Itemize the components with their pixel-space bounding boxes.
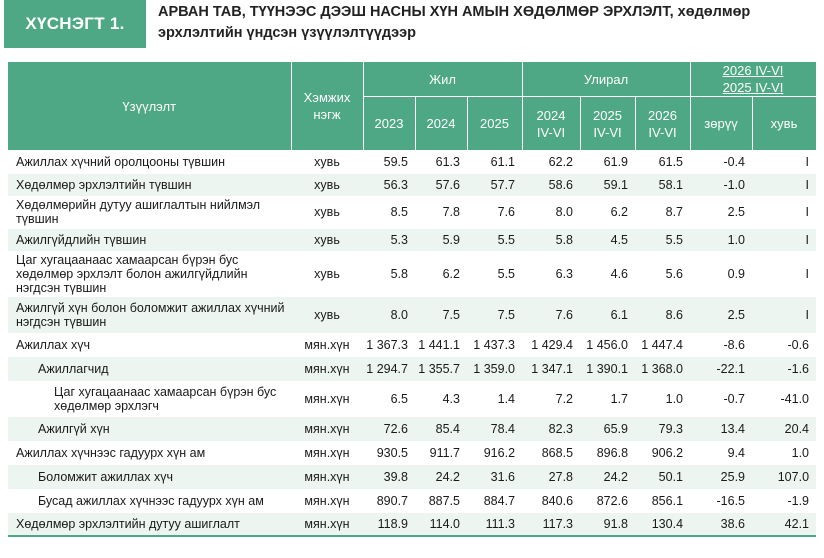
row-value: 896.8	[596, 445, 629, 460]
row-value: -1.0	[690, 174, 752, 196]
header-quarter	[635, 97, 690, 151]
row-value: 5.5	[635, 229, 690, 251]
row-value: 1.0	[665, 391, 684, 406]
table-row	[8, 251, 816, 297]
row-value: 20.4	[752, 417, 816, 441]
header-compare-line1: 2026 IV-VI	[722, 63, 784, 78]
row-value: -0.4	[723, 155, 746, 170]
row-value: 7.2	[555, 391, 574, 406]
row-indicator: Бусад ажиллах хүчнээс гадуурх хүн ам	[38, 493, 264, 508]
row-value: 39.8	[363, 465, 415, 489]
row-value: 118.9	[363, 513, 415, 536]
header-quarter-year: 2024	[536, 107, 566, 123]
row-value: 61.5	[658, 155, 684, 170]
row-value: 911.7	[429, 445, 460, 460]
row-value: 930.5	[376, 445, 408, 460]
row-value: 5.9	[415, 229, 467, 251]
row-unit: хувь	[291, 174, 363, 196]
row-indicator: Цаг хугацаанаас хамаарсан бүрэн бус хөдөлмөр эрхлэлт болон ажилгүйдлийн нэгдсэн түвшин	[16, 252, 248, 295]
header-quarter	[522, 97, 580, 151]
row-value: I	[752, 297, 816, 333]
table-row	[8, 513, 816, 536]
table-row	[8, 381, 816, 417]
row-value: 117.3	[522, 513, 580, 536]
table-row	[8, 174, 816, 196]
header-year: 2023	[363, 97, 415, 151]
row-value: 50.1	[635, 465, 690, 489]
row-indicator: Хөдөлмөр эрхлэлтийн дутуу ашиглалт	[8, 513, 291, 536]
row-unit: мян.хүн	[291, 417, 363, 441]
table-row	[8, 151, 816, 174]
header-pct: хувь	[752, 97, 816, 151]
row-value: 6.1	[580, 297, 635, 333]
row-value: -41.0	[780, 391, 810, 406]
row-unit: хувь	[314, 155, 340, 170]
header-quarter-period: IV-VI	[593, 124, 622, 140]
table-body	[8, 151, 816, 536]
row-value: 8.7	[665, 205, 684, 219]
header-quarter-period: IV-VI	[648, 124, 677, 140]
table-row	[8, 465, 816, 489]
row-value: 61.1	[490, 155, 516, 170]
row-value: 5.6	[665, 266, 684, 281]
table-row	[8, 333, 816, 357]
row-value: I	[752, 174, 816, 196]
table-row	[8, 229, 816, 251]
header-year: 2024	[415, 97, 467, 151]
row-value: 9.4	[727, 445, 746, 460]
row-value: 1 437.3	[473, 337, 516, 352]
header-year-group: Жил	[363, 62, 522, 97]
row-value: 5.8	[522, 229, 580, 251]
header-compare-line2: 2025 IV-VI	[722, 80, 784, 95]
header-quarter	[580, 97, 635, 151]
row-value: 25.9	[690, 465, 752, 489]
row-value: 2.5	[727, 205, 746, 219]
row-value: 27.8	[522, 465, 580, 489]
row-value: 6.2	[442, 266, 460, 281]
row-value: 0.9	[727, 266, 746, 281]
row-value: 884.7	[483, 493, 516, 508]
row-value: 111.3	[467, 513, 522, 536]
row-value: 57.7	[467, 174, 522, 196]
row-value: 31.6	[467, 465, 522, 489]
row-value: 13.4	[690, 417, 752, 441]
row-value: 1 447.4	[641, 337, 684, 352]
row-value: 8.0	[555, 205, 574, 219]
row-unit: мян.хүн	[304, 445, 350, 460]
row-value: 916.2	[483, 445, 516, 460]
row-unit: мян.хүн	[291, 357, 363, 381]
row-indicator: Ажиллах хүч	[16, 337, 90, 352]
row-value: 62.2	[548, 155, 574, 170]
row-value: 38.6	[690, 513, 752, 536]
row-indicator: Цаг хугацаанаас хамаарсан бүрэн бус хөдөлмөр эрхлэгч	[54, 384, 277, 413]
row-value: 130.4	[635, 513, 690, 536]
table-row	[8, 196, 816, 229]
row-value: 7.5	[467, 297, 522, 333]
row-value: -0.7	[723, 391, 746, 406]
row-unit: мян.хүн	[304, 391, 350, 406]
row-value: 72.6	[363, 417, 415, 441]
row-value: 4.3	[442, 391, 460, 406]
header-quarter-group: Улирал	[522, 62, 690, 97]
row-value: 5.5	[497, 266, 516, 281]
row-value: 890.7	[376, 493, 408, 508]
header-diff: зөрүү	[690, 97, 752, 151]
row-value: 8.0	[363, 297, 415, 333]
row-value: 65.9	[580, 417, 635, 441]
row-indicator: Ажилгүй хүн болон боломжит ажиллах хүчний нэгдсэн түвшин	[8, 297, 291, 333]
header-unit: Хэмжих нэгж	[291, 62, 363, 151]
row-value: I	[752, 229, 816, 251]
row-value: 24.2	[580, 465, 635, 489]
header-quarter-year: 2025	[593, 107, 622, 123]
row-value: 6.5	[390, 391, 408, 406]
row-value: 6.2	[610, 205, 629, 219]
row-value: 7.5	[415, 297, 467, 333]
row-unit: мян.хүн	[304, 493, 350, 508]
header-compare	[690, 62, 816, 97]
row-value: 1 367.3	[366, 337, 408, 352]
row-unit: мян.хүн	[291, 513, 363, 536]
row-value: 58.1	[635, 174, 690, 196]
table-row	[8, 297, 816, 333]
table-row	[8, 357, 816, 381]
row-value: 85.4	[415, 417, 467, 441]
row-value: 8.6	[635, 297, 690, 333]
row-value: I	[805, 155, 810, 170]
row-value: 59.5	[383, 155, 408, 170]
row-indicator: Хөдөлмөрийн дутуу ашиглалтын нийлмэл түвшин	[16, 198, 261, 226]
row-value: 1 355.7	[415, 357, 467, 381]
row-value: 5.8	[390, 266, 408, 281]
row-value: 1 359.0	[467, 357, 522, 381]
row-value: 906.2	[651, 445, 684, 460]
row-value: I	[805, 205, 810, 219]
row-unit: хувь	[314, 266, 340, 281]
row-unit: хувь	[314, 205, 340, 219]
row-indicator: Ажилгүй хүн	[8, 417, 291, 441]
statistics-table	[8, 62, 817, 537]
row-value: 1 456.0	[586, 337, 629, 352]
row-value: -1.9	[787, 493, 810, 508]
row-indicator: Хөдөлмөр эрхлэлтийн түвшин	[8, 174, 291, 196]
row-value: 56.3	[363, 174, 415, 196]
row-indicator: Боломжит ажиллах хүч	[8, 465, 291, 489]
row-value: 61.9	[603, 155, 629, 170]
row-value: 107.0	[752, 465, 816, 489]
table-row	[8, 489, 816, 513]
row-value: 1.0	[690, 229, 752, 251]
table-header	[8, 62, 816, 151]
row-value: 57.6	[415, 174, 467, 196]
row-value: 1 368.0	[635, 357, 690, 381]
row-value: 872.6	[596, 493, 629, 508]
table-row	[8, 441, 816, 465]
row-value: 114.0	[415, 513, 467, 536]
row-indicator: Ажиллах хүчний оролцооны түвшин	[16, 155, 225, 170]
row-value: 7.6	[522, 297, 580, 333]
header-year: 2025	[467, 97, 522, 151]
row-value: -0.6	[787, 337, 810, 352]
row-value: 868.5	[541, 445, 574, 460]
row-value: 1 429.4	[531, 337, 574, 352]
row-value: 91.8	[580, 513, 635, 536]
row-value: 1 390.1	[580, 357, 635, 381]
row-value: 78.4	[467, 417, 522, 441]
row-value: 5.5	[467, 229, 522, 251]
table-row	[8, 417, 816, 441]
row-value: 5.3	[363, 229, 415, 251]
header-indicator: Үзүүлэлт	[8, 62, 291, 151]
row-value: 79.3	[635, 417, 690, 441]
row-unit: мян.хүн	[291, 465, 363, 489]
row-indicator: Ажиллагчид	[8, 357, 291, 381]
header-quarter-period: IV-VI	[536, 124, 566, 140]
row-value: 6.3	[555, 266, 574, 281]
table-title: АРВАН ТАВ, ТҮҮНЭЭС ДЭЭШ НАСНЫ ХҮН АМЫН ХӨДӨЛМӨР ЭРХЛЭЛТ, хөдөлмөр эрхлэлтийн үндсэн үзүүлэлтүүдээр	[158, 4, 751, 41]
row-unit: хувь	[291, 229, 363, 251]
row-value: 1.0	[791, 445, 810, 460]
row-indicator: Ажиллах хүчнээс гадуурх хүн ам	[16, 445, 206, 460]
row-value: -1.6	[752, 357, 816, 381]
row-value: 82.3	[522, 417, 580, 441]
row-indicator: Ажилгүйдлийн түвшин	[8, 229, 291, 251]
row-value: 58.6	[522, 174, 580, 196]
row-value: 1 294.7	[363, 357, 415, 381]
table-number-badge: ХҮСНЭГТ 1.	[4, 0, 146, 48]
row-value: 42.1	[752, 513, 816, 536]
row-value: 7.6	[497, 205, 516, 219]
row-value: 59.1	[580, 174, 635, 196]
row-unit: мян.хүн	[304, 337, 350, 352]
row-value: -8.6	[723, 337, 746, 352]
row-value: -22.1	[690, 357, 752, 381]
row-value: 4.6	[610, 266, 629, 281]
row-value: I	[805, 266, 810, 281]
row-value: 1 347.1	[522, 357, 580, 381]
row-value: 840.6	[541, 493, 574, 508]
row-value: 61.3	[435, 155, 460, 170]
row-value: 4.5	[580, 229, 635, 251]
row-value: -16.5	[716, 493, 746, 508]
row-unit: хувь	[291, 297, 363, 333]
header-quarter-year: 2026	[648, 107, 677, 123]
row-value: 8.5	[390, 205, 408, 219]
row-value: 856.1	[651, 493, 684, 508]
row-value: 1 441.1	[418, 337, 460, 352]
row-value: 887.5	[428, 493, 460, 508]
row-value: 1.4	[497, 391, 516, 406]
row-value: 24.2	[415, 465, 467, 489]
row-value: 7.8	[442, 205, 460, 219]
row-value: 1.7	[610, 391, 629, 406]
row-value: 2.5	[690, 297, 752, 333]
